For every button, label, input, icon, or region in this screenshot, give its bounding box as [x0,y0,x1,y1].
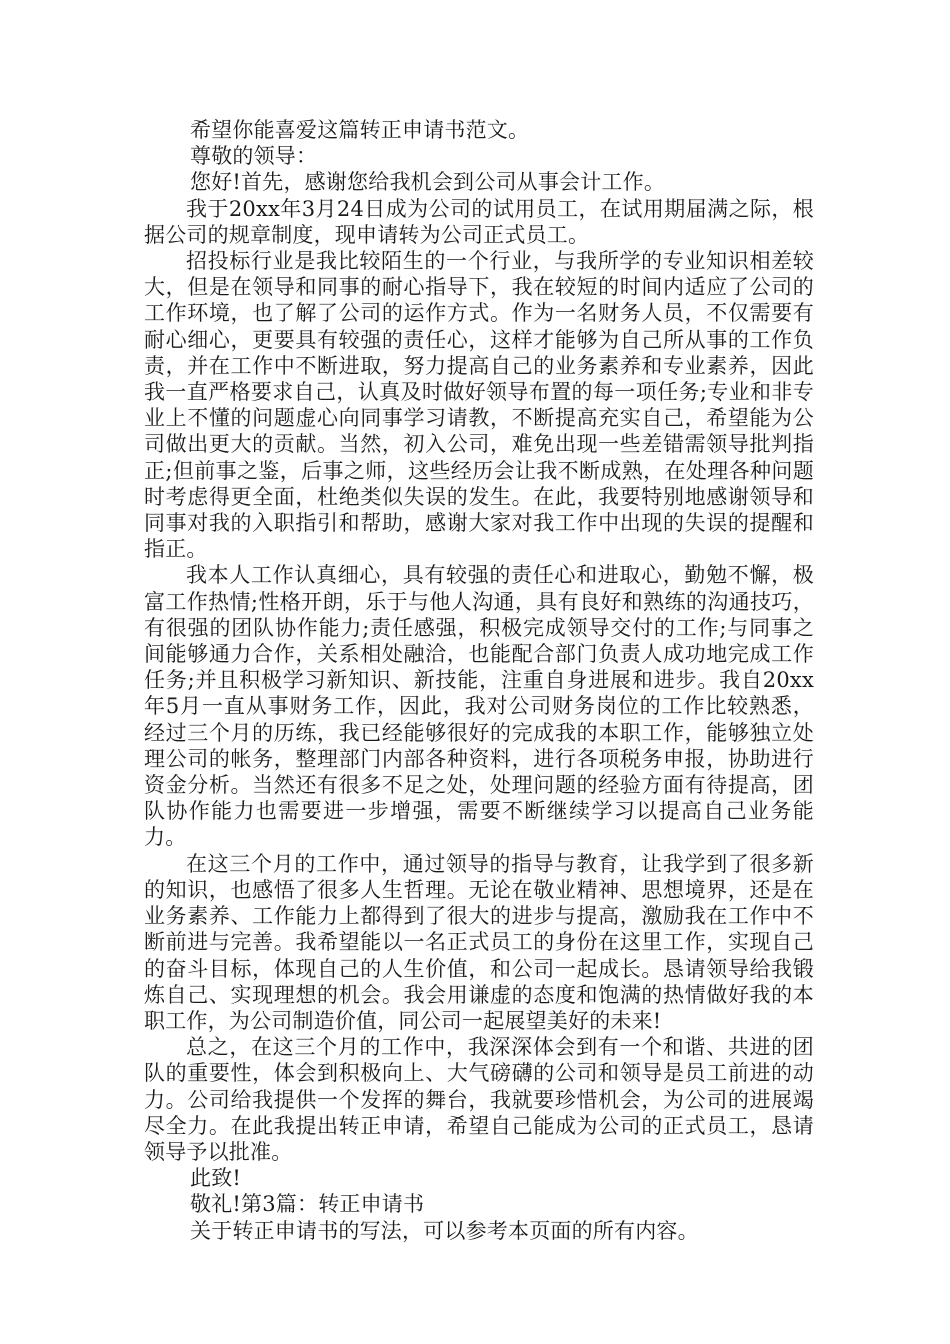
greeting-paragraph: 您好!首先，感谢您给我机会到公司从事会计工作。 [190,170,666,195]
closing-line: 此致! [190,1166,242,1191]
body-paragraph-5: 总之，在这三个月的工作中，我深深体会到有一个和谐、共进的团队的重要性，体会到积极向上、大气磅礴的公司和领导是员工前进的动力。公司给我提供一个发挥的舞台，我就要珍惜机会，为公司的进展竭尽全力。在此我提出转正申请，希望自己能成为公司的正式员工，恳请领导予以批准。 [144,1035,814,1164]
body-paragraph-1: 我于20xx年3月24日成为公司的试用员工，在试用期届满之际，根据公司的规章制度，现申请转为公司正式员工。 [144,196,814,247]
section-intro: 关于转正申请书的写法，可以参考本页面的所有内容。 [190,1218,699,1243]
body-paragraph-2: 招投标行业是我比较陌生的一个行业，与我所学的专业知识相差较大，但是在领导和同事的耐心指导下，我在较短的时间内适应了公司的工作环境，也了解了公司的运作方式。作为一名财务人员，不仅需要有耐心细心，更要具有较强的责任心，这样才能够为自己所从事的工作负责，并在工作中不断进取，努力提高自己的业务素养和专业素养，因此我一直严格要求自己，认真及时做好领导布置的每一项任务;专业和非专业上不懂的问题虚心向同事学习请教，不断提高充实自己，希望能为公司做出更大的贡献。当然，初入公司，难免出现一些差错需领导批判指正;但前事之鉴，后事之师，这些经历会让我不断成熟，在处理各种问题时考虑得更全面，杜绝类似失误的发生。在此，我要特别地感谢领导和同事对我的入职指引和帮助，感谢大家对我工作中出现的失误的提醒和指正。 [144,249,814,562]
regards-and-section-title: 敬礼!第3篇：转正申请书 [190,1192,425,1217]
intro-line: 希望你能喜爱这篇转正申请书范文。 [190,118,530,142]
document-body [144,117,814,1244]
salutation: 尊敬的领导： [190,144,318,169]
body-paragraph-3: 我本人工作认真细心，具有较强的责任心和进取心，勤勉不懈，极富工作热情;性格开朗，乐于与他人沟通，具有良好和熟练的沟通技巧，有很强的团队协作能力;责任感强，积极完成领导交付的工作;与同事之间能够通力合作，关系相处融洽，也能配合部门负责人成功地完成工作任务;并且积极学习新知识、新技能，注重自身进展和进步。我自20xx年5月一直从事财务工作，因此，我对公司财务岗位的工作比较熟悉，经过三个月的历练，我已经能够很好的完成我的本职工作，能够独立处理公司的帐务，整理部门内部各种资料，进行各项税务申报，协助进行资金分析。当然还有很多不足之处，处理问题的经验方面有待提高，团队协作能力也需要进一步增强，需要不断继续学习以提高自己业务能力。 [144,563,814,850]
body-paragraph-4: 在这三个月的工作中，通过领导的指导与教育，让我学到了很多新的知识，也感悟了很多人生哲理。无论在敬业精神、思想境界，还是在业务素养、工作能力上都得到了很大的进步与提高，激励我在工作中不断前进与完善。我希望能以一名正式员工的身份在这里工作，实现自己的奋斗目标，体现自己的人生价值，和公司一起成长。恳请领导给我锻炼自己、实现理想的机会。我会用谦虚的态度和饱满的热情做好我的本职工作，为公司制造价值，同公司一起展望美好的未来! [144,851,814,1033]
